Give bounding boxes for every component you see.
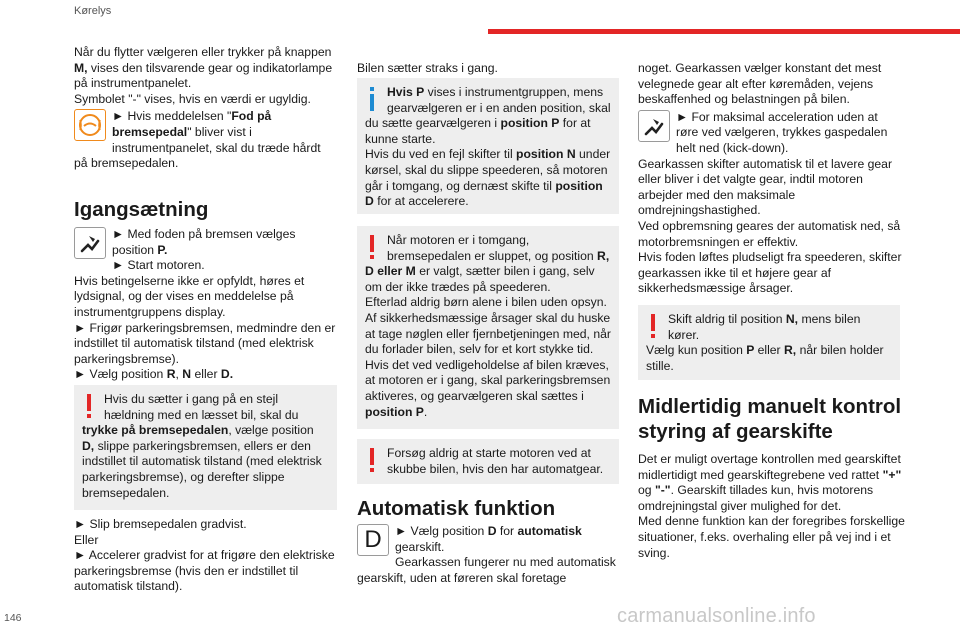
kickdown-text-a: Gearkassen skifter automatisk til et lavere gear eller bliver i det valgte gear, indtil motoren arbejder med den maksimale omdrejningshastighed. — [638, 156, 893, 218]
col1-intro: Når du flytter vælgeren eller trykker på knappen M, vises den tilsvarende gear og indikatorlampe på instrumentpanelet. — [74, 45, 333, 91]
start-steps — [74, 227, 336, 383]
slope-warning-text: Hvis du sætter i gang på en stejl hældning med en læsset bil, skal du trykke på bremsepedalen, vælge position D, slippe parkeringsbremsen, ellers er den indstillet til automatisk tilstand (med elektrisk parkeringsbremse), og derefter slippe bremsepedalen. — [82, 392, 322, 500]
col1-start-section — [74, 197, 336, 383]
gear-d-letter: D — [364, 526, 382, 554]
col1-release-block — [74, 517, 339, 595]
col2-auto-section — [357, 496, 622, 586]
kickdown-text-c: Hvis foden løftes pludseligt fra speederen, skifter gearkassen ikke til et højere gear af sikkerhedsmæssige årsager. — [638, 250, 902, 296]
push-start-warning-text: Forsøg aldrig at starte motoren ved at skubbe bilen, hvis den har automatgear. — [387, 446, 604, 476]
section-title: Kørelys — [74, 5, 112, 17]
watermark: carmanualsonline.info — [617, 605, 816, 627]
brake-warning — [74, 109, 336, 171]
col3-manual-section — [638, 394, 908, 561]
neutral-warning-text-b: Vælg kun position P eller R, når bilen holder stille. — [646, 343, 884, 373]
idle-warning-text-c: Af sikkerhedsmæssige årsager skal du huske at tage nøglen eller fjernbetjeningen med, når du forlader bilen, selv for et kort stykke tid. — [365, 310, 611, 357]
kickdown-block — [638, 110, 903, 297]
gear-d-icon — [357, 524, 389, 556]
foot-on-pedal-icon — [74, 227, 106, 259]
page-number: 146 — [4, 612, 22, 624]
start-step-4: ► Vælg position R, N eller D. — [74, 367, 234, 382]
info-p-text: Hvis P vises i instrumentgruppen, mens gearvælgeren er i en anden position, skal du sætte gearvælgeren i position P for at kunne starte. — [365, 85, 611, 146]
auto-step: ► Vælg position D for automatisk gearskift. — [395, 524, 582, 554]
brake-warning-text: ► Hvis meddelelsen "Fod på bremsepedal" bliver vist i instrumentpanelet, skal du træde hårdt på bremsepedalen. — [74, 109, 321, 171]
warning-exclamation-icon — [365, 446, 379, 474]
info-note — [357, 78, 619, 214]
start-step-3: ► Frigør parkeringsbremsen, medmindre den er indstillet til automatisk tilstand (med elektrisk parkeringsbremse). — [74, 320, 336, 366]
neutral-warning-note — [638, 305, 900, 380]
col1-symbol-line: Symbolet "-" vises, hvis en værdi er ugyldig. — [74, 91, 311, 106]
manual-text-b: Med denne funktion kan der foregribes forskellige situationer, f.eks. overhaling eller på vej ind i et sving. — [638, 514, 905, 560]
heading-igangsaetning: Igangsætning — [74, 198, 209, 221]
info-icon — [365, 85, 379, 113]
header-accent-bar — [488, 29, 960, 34]
release-step-2: ► Accelerer gradvist for at frigøre den elektriske parkeringsbremse (hvis den er indstillet til automatisk tilstand). — [74, 548, 335, 594]
release-step-1: ► Slip bremsepedalen gradvist. — [74, 517, 247, 531]
col2-top: Bilen sætter straks i gang. — [357, 61, 498, 75]
warning-exclamation-icon — [646, 312, 660, 340]
neutral-warning-text-a: Skift aldrig til position N, mens bilen kører. — [668, 312, 861, 342]
info-n-text: Hvis du ved en fejl skifter til position N under kørsel, skal du slippe speederen, så motoren går i tomgang, og dernæst skifte til position D for at accelerere. — [365, 147, 611, 209]
heading-automatisk-funktion: Automatisk funktion — [357, 497, 556, 520]
kickdown-text-b: Ved opbremsning geares der automatisk ned, så motorbremsningen er effektiv. — [638, 218, 901, 249]
start-step-2: ► Start motoren. — [112, 258, 205, 273]
foot-on-pedal-icon — [638, 110, 670, 142]
heading-manuel-kontrol: Midlertidig manuelt kontrol styring af gearskifte — [638, 395, 902, 443]
col3-continuation: noget. Gearkassen vælger konstant det mest velegnede gear alt efter køremåden, vejens beskaffenhed og belastningen på bilen. — [638, 61, 882, 107]
idle-warning-note — [357, 226, 619, 429]
idle-warning-text-a: Når motoren er i tomgang, bremsepedalen er sluppet, og position R, D eller M er valgt, sætter bilen i gang, selv om der ikke trædes på speederen. — [365, 233, 610, 294]
slope-warning-note — [74, 385, 337, 510]
col1-intro-block — [74, 45, 336, 172]
col3-top-block — [638, 61, 903, 297]
warning-exclamation-icon — [365, 233, 379, 261]
auto-text: Gearkassen fungerer nu med automatisk gearskift, uden at føreren skal foretage — [357, 555, 616, 585]
auto-steps — [357, 524, 622, 586]
idle-warning-text-d: Hvis det ved vedligeholdelse af bilen kræves, at motoren er i gang, skal parkeringsbremsen aktiveres, og gearvælgeren skal sættes i position P. — [365, 357, 611, 419]
kickdown-step: ► For maksimal acceleration uden at røre ved vælgeren, trykkes gaspedalen helt ned (kick-down). — [676, 109, 888, 155]
brake-pedal-icon — [74, 109, 106, 141]
release-or: Eller — [74, 532, 99, 547]
start-step-1: ► Med foden på bremsen vælges position P. — [112, 227, 296, 257]
idle-warning-text-b: Efterlad aldrig børn alene i bilen uden opsyn. — [365, 295, 607, 310]
start-condition: Hvis betingelserne ikke er opfyldt, høres et lydsignal, og der vises en meddelelse på instrumentgruppens display. — [74, 273, 305, 319]
warning-exclamation-icon — [82, 392, 96, 420]
push-start-warning-note — [357, 439, 619, 484]
manual-text-a: Det er muligt overtage kontrollen med gearskiftet midlertidigt med gearskiftegrebene ved rattet "+" og "-". Gearskift tillades kun, hvis motorens omdrejningstal giver mulighed for det. — [638, 452, 902, 513]
